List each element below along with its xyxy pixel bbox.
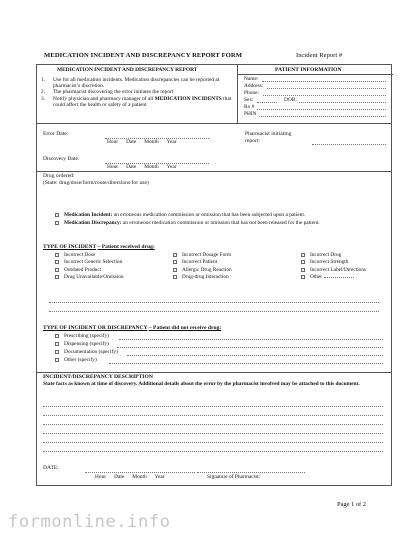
form-title: MEDICATION INCIDENT AND DISCREPANCY REPORT FORM — [44, 52, 243, 59]
discrepancy-option-prescribing[interactable]: Prescribing (specify) — [55, 333, 109, 339]
checkbox-icon[interactable] — [55, 334, 59, 338]
option-incorrect-strength[interactable]: Incorrect Strength — [301, 259, 393, 265]
option-incorrect-drug[interactable]: Incorrect Drug — [301, 252, 393, 258]
option-incorrect-generic[interactable]: Incorrect Generic Selection — [55, 259, 173, 265]
checkbox-icon[interactable] — [301, 275, 305, 279]
description-line-6[interactable] — [43, 451, 383, 452]
patient-address-label: Address: — [244, 83, 264, 89]
option-drug-interaction[interactable]: Drug-drug Interaction — [173, 274, 301, 280]
definition-incident: Medication Incident: an erroneous medication commission or omission that has been subjected upon a patient. — [55, 212, 389, 218]
footer-date-field[interactable] — [85, 472, 195, 473]
description-heading: INCIDENT/DISCREPANCY DESCRIPTION — [43, 374, 153, 380]
description-line-2[interactable] — [43, 415, 383, 416]
signature-label: Signature of Pharmacist: — [207, 474, 261, 480]
description-line-3[interactable] — [43, 424, 383, 425]
patient-address-field[interactable] — [267, 88, 386, 89]
description-line-4[interactable] — [43, 433, 383, 434]
checkbox-icon[interactable] — [55, 275, 59, 279]
patient-phone-field[interactable] — [263, 95, 386, 96]
patient-name-field[interactable] — [262, 81, 386, 82]
patient-sex-label: Sex: — [244, 97, 254, 103]
section-divider-2 — [37, 171, 391, 172]
instruction-3: 3. Notify physician and pharmacy manager of all MEDICATION INCIDENTS that could affect the health or safety of a patient — [41, 95, 232, 108]
discovery-date-parts: Hour Date Month Year — [107, 164, 177, 170]
option-allergic-reaction[interactable]: Allergic Drug Reaction — [173, 267, 301, 273]
checkbox-icon[interactable] — [55, 213, 59, 217]
footer-date-label: DATE: — [43, 465, 59, 471]
checkbox-icon[interactable] — [55, 260, 59, 264]
checkbox-icon[interactable] — [301, 253, 305, 257]
patient-rx-label: Rx # — [244, 104, 255, 110]
prescribing-field[interactable] — [119, 339, 383, 340]
incident-notes-line-2[interactable] — [49, 311, 379, 312]
checkbox-icon[interactable] — [301, 260, 305, 264]
pharmacist-initiating-field[interactable] — [312, 144, 386, 145]
instruction-2: 2. The pharmacist discovering the error initiates the report — [41, 89, 174, 96]
drug-ordered-hint: (State: drug/dose/form/route/directions for use) — [43, 180, 149, 186]
drug-ordered-label: Drug ordered: — [43, 173, 75, 179]
type-discrepancy-heading: TYPE OF INCIDENT OR DISCREPANCY – Patient did not receive drug: — [43, 325, 222, 331]
dispensing-field[interactable] — [117, 347, 383, 348]
discovery-date-label: Discovery Date: — [43, 156, 80, 162]
checkbox-icon[interactable] — [301, 268, 305, 272]
checkbox-icon[interactable] — [55, 342, 59, 346]
description-line-1[interactable] — [43, 406, 383, 407]
checkbox-icon[interactable] — [173, 260, 177, 264]
incident-report-number-label: Incident Report # — [296, 52, 343, 59]
type-incident-options — [55, 252, 393, 280]
checkbox-icon[interactable] — [173, 253, 177, 257]
other-field[interactable] — [324, 277, 354, 278]
checkbox-icon[interactable] — [173, 268, 177, 272]
patient-sex-field[interactable] — [257, 102, 277, 103]
option-incorrect-dose[interactable]: Incorrect Dose — [55, 252, 173, 258]
incident-notes-line-1[interactable] — [49, 302, 379, 303]
form-frame — [36, 64, 392, 486]
checkbox-icon[interactable] — [173, 275, 177, 279]
pharmacist-initiating-label: Pharmacist initiating — [245, 131, 292, 137]
checkbox-icon[interactable] — [55, 253, 59, 257]
definition-discrepancy: Medication Discrepancy: an erroneous medication commission or omission that has not been released for the patient. — [55, 220, 389, 226]
other-specify-field[interactable] — [109, 363, 383, 364]
patient-dob-label: DOB: — [284, 97, 297, 103]
patient-dob-field[interactable] — [299, 102, 386, 103]
patient-name-label: Name: — [244, 76, 259, 82]
page-number: Page 1 of 2 — [337, 501, 366, 508]
patient-phin-field[interactable] — [259, 116, 386, 117]
documentation-field[interactable] — [127, 355, 383, 356]
checkbox-icon[interactable] — [55, 358, 59, 362]
discrepancy-option-dispensing[interactable]: Dispensing (specify) — [55, 341, 109, 347]
option-incorrect-patient[interactable]: Incorrect Patient — [173, 259, 301, 265]
checkbox-icon[interactable] — [55, 268, 59, 272]
option-outdated-product[interactable]: Outdated Product — [55, 267, 173, 273]
patient-heading-rule — [237, 74, 393, 75]
checkbox-icon[interactable] — [55, 221, 59, 225]
pharmacist-report-label: report: — [245, 138, 260, 144]
error-date-label: Error Date: — [43, 131, 69, 137]
instruction-1: 1. Use for all medication incidents. Medication discrepancies can be reported at pharmacist’s discretion. — [41, 77, 220, 90]
description-line-5[interactable] — [43, 442, 383, 443]
option-drug-unavailable[interactable]: Drug Unavailable/Omission — [55, 274, 173, 280]
section-divider-1 — [37, 123, 391, 124]
option-incorrect-dosage-form[interactable]: Incorrect Dosage Form — [173, 252, 301, 258]
footer-date-parts: Hour Date Month Year — [95, 474, 165, 480]
option-other[interactable]: Other — [301, 274, 393, 280]
discrepancy-option-other[interactable]: Other (specify) — [55, 357, 97, 363]
description-text: State facts as known at time of discovery. Additional details about the error by the pharmacist involved may be attached to this document. — [43, 381, 360, 387]
discrepancy-option-documentation[interactable]: Documentation (specify) — [55, 349, 118, 355]
error-date-parts: Hour Date Month Year — [107, 139, 177, 145]
type-incident-heading: TYPE OF INCIDENT – Patient received drug: — [43, 244, 155, 250]
pharmacist-signature-field[interactable] — [197, 472, 305, 473]
patient-phin-label: PHIN — [244, 111, 257, 117]
section-divider-3 — [37, 372, 391, 373]
patient-phone-label: Phone: — [244, 90, 259, 96]
instructions-heading: MEDICATION INCIDENT AND DISCREPANCY REPORT — [57, 67, 198, 73]
patient-rx-field[interactable] — [257, 109, 386, 110]
option-incorrect-label[interactable]: Incorrect Label/Directions — [301, 267, 393, 273]
patient-info-heading: PATIENT INFORMATION — [275, 67, 342, 73]
watermark: formonline.info — [8, 512, 171, 532]
instructions-list — [41, 77, 235, 108]
checkbox-icon[interactable] — [55, 350, 59, 354]
